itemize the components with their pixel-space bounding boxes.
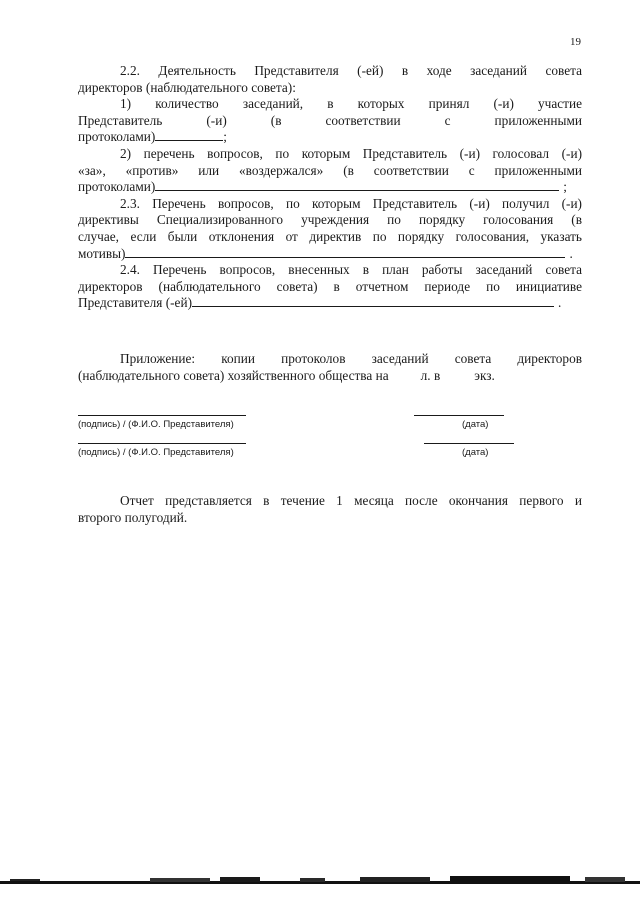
section-2-3-line4-suffix: . [569,245,573,261]
section-2-3-line4-prefix: мотивы) [78,245,126,261]
date-line[interactable] [424,443,514,444]
item1-line2: Представитель (-и) (в соответствии с приложенными [78,112,582,128]
section-2-3-line1: 2.3. Перечень вопросов, по которым Представитель (-и) получил (-и) [120,195,582,211]
section-2-4-line2: директоров (наблюдательного совета) в отчетном периоде по инициативе [78,278,582,294]
item1-line1: 1) количество заседаний, в которых принял (-и) участие [120,96,582,112]
date-caption: (дата) [462,447,489,458]
date-line[interactable] [414,415,504,416]
appendix-line1: Приложение: копии протоколов заседаний совета директоров [120,351,582,366]
item2-line2: «за», «против» или «воздержался» (в соответствии с приложенными [78,162,582,178]
item1-line3 [78,129,582,146]
report-body [78,63,582,312]
footer-note-line1: Отчет представляется в течение 1 месяца после окончания первого и [120,493,582,508]
date-caption: (дата) [462,419,489,430]
section-2-2-heading-line2: директоров (наблюдательного совета): [78,79,296,95]
signature-line[interactable] [78,415,246,416]
section-2-2-heading-line1: 2.2. Деятельность Представителя (-ей) в ходе заседаний совета [120,63,582,78]
voting-questions-blank[interactable] [155,179,559,191]
appendix-line2-part3: экз. [474,368,495,383]
item2-line3-suffix: ; [563,179,567,195]
signature-caption: (подпись) / (Ф.И.О. Представителя) [78,419,234,430]
section-2-4-line1: 2.4. Перечень вопросов, внесенных в план работы заседаний совета [120,262,582,278]
item2-line3-prefix: протоколами) [78,179,156,195]
appendix-line2-part1: (наблюдательного совета) хозяйственного общества на [78,368,389,383]
initiative-questions-blank[interactable] [192,295,554,307]
section-2-3-line4 [78,246,582,263]
section-2-3-line3: случае, если были отклонения от директив по порядку голосования, указать [78,228,582,244]
section-2-3-line2: директивы Специализированного учреждения по порядку голосования (в [78,212,582,228]
item2-line1: 2) перечень вопросов, по которым Представитель (-и) голосовал (-и) [120,145,582,161]
footer-note-line2: второго полугодий. [78,510,188,525]
signature-line[interactable] [78,443,246,444]
meeting-count-blank[interactable] [155,129,223,141]
directives-motives-blank[interactable] [125,246,565,258]
item2-line3 [78,179,582,196]
section-2-4-line3-suffix: . [558,295,562,311]
scan-artifact-strip [0,876,640,888]
item1-line3-suffix: ; [223,129,227,145]
appendix-line2 [78,367,582,384]
section-2-4-line3 [78,295,582,312]
appendix [78,350,582,384]
section-2-4-line3-prefix: Представителя (-ей) [78,295,193,311]
signature-row [78,443,582,467]
page-number: 19 [570,36,581,48]
appendix-line2-part2: л. в [420,368,441,383]
signature-row [78,415,582,439]
signature-caption: (подпись) / (Ф.И.О. Представителя) [78,447,234,458]
footer-note [78,492,582,526]
item1-line3-prefix: протоколами) [78,129,156,145]
